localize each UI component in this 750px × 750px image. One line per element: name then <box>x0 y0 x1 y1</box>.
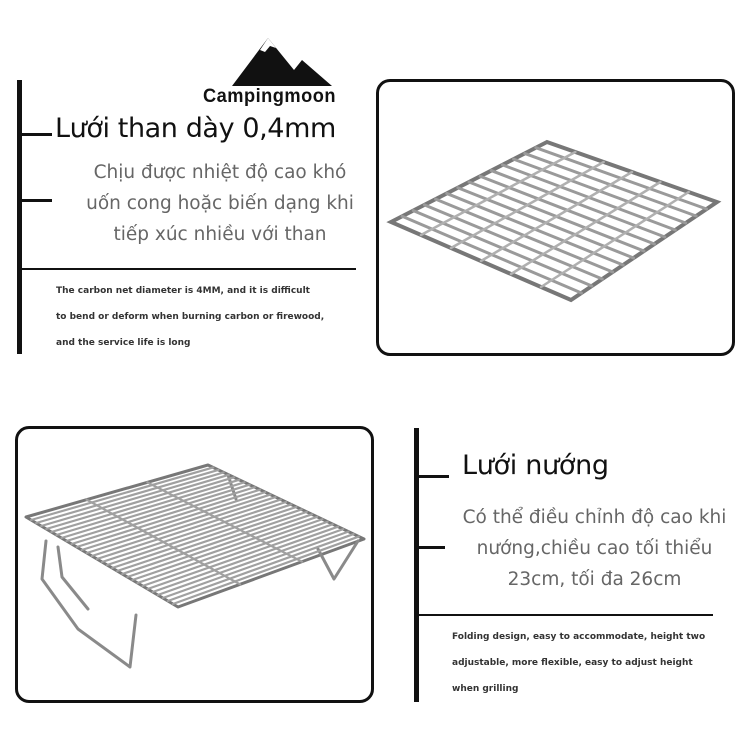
grill-rack-image-frame <box>15 426 374 703</box>
section1-vertical-rule <box>17 80 22 354</box>
section1-vi-line: uốn cong hoặc biến dạng khi <box>86 193 354 214</box>
section2-tick-1 <box>419 475 449 478</box>
section1-en-line: and the service life is long <box>56 338 191 348</box>
section1-vi-description <box>55 157 385 250</box>
mountain-icon <box>232 36 332 88</box>
section2-vi-description <box>442 502 747 595</box>
section1-vi-line: Chịu được nhiệt độ cao khó <box>93 162 347 183</box>
section1-vi-line: tiếp xúc nhiều với than <box>113 224 327 245</box>
section2-vi-line: 23cm, tối đa 26cm <box>507 569 682 590</box>
folding-grill-rack-icon <box>18 429 371 700</box>
brand-name: Campingmoon <box>203 86 336 107</box>
section1-en-line: to bend or deform when burning carbon or firewood, <box>56 312 325 322</box>
section1-en-description <box>56 278 356 356</box>
section1-divider <box>22 268 356 270</box>
section2-vertical-rule <box>414 428 419 702</box>
section2-en-line: when grilling <box>452 684 519 694</box>
section2-title: Lưới nướng <box>462 450 609 481</box>
section1-tick-2 <box>22 199 52 202</box>
section1-tick-1 <box>22 133 52 136</box>
section2-divider <box>419 614 713 616</box>
section2-vi-line: Có thể điều chỉnh độ cao khi <box>462 507 727 528</box>
section2-en-description <box>452 624 742 702</box>
section1-en-line: The carbon net diameter is 4MM, and it is difficult <box>56 286 310 296</box>
section2-en-line: adjustable, more flexible, easy to adjust height <box>452 658 693 668</box>
carbon-net-grid-icon <box>379 82 732 353</box>
section2-vi-line: nướng,chiều cao tối thiểu <box>476 538 713 559</box>
carbon-net-image-frame <box>376 79 735 356</box>
section2-en-line: Folding design, easy to accommodate, height two <box>452 632 706 642</box>
section1-title: Lưới than dày 0,4mm <box>55 113 336 144</box>
